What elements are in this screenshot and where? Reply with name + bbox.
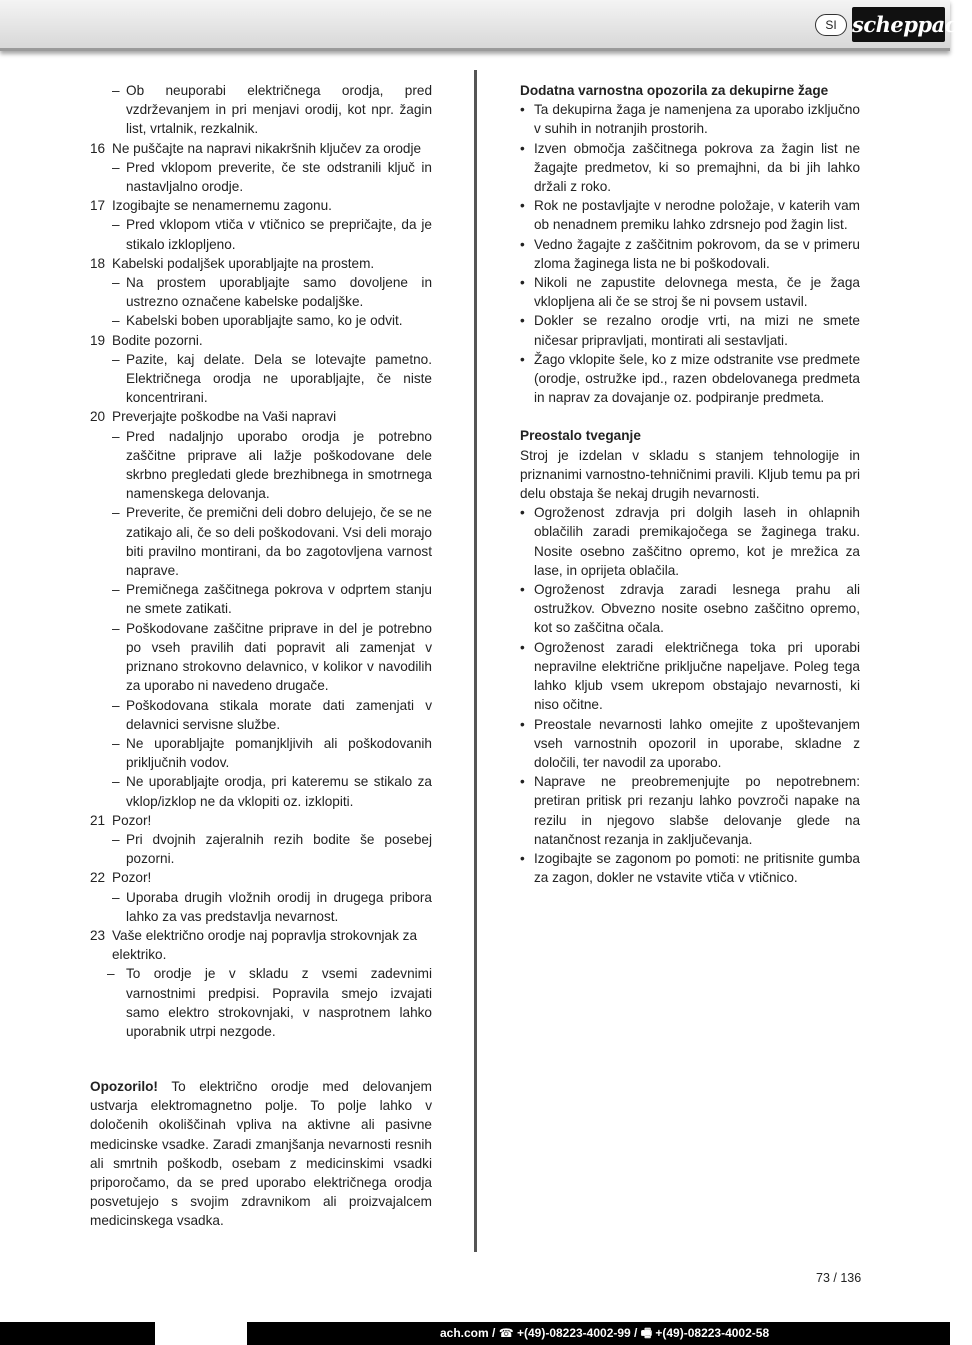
right-column — [520, 81, 860, 887]
warning-paragraph — [90, 1077, 432, 1231]
numbered-item-19: 19 Bodite pozorni. — [90, 332, 203, 348]
numbered-item-23: 23 Vaše električno orodje naj popravlja strokovnjak za elektriko. — [90, 927, 418, 963]
dash-item: – Na prostem uporabljajte samo dovoljene in ustrezno označene kabelske podaljške. — [112, 275, 432, 310]
bullet-item: • Nikoli ne zapustite delovnega mesta, če je žaga vklopljena ali če se stroj še ni povsem ustavil. — [520, 275, 860, 310]
dash-item: – Kabelski boben uporabljajte samo, ko je odvit. — [112, 313, 403, 329]
bullet-item: • Izogibajte se zagonom po pomoti: ne pritisnite gumba za zagon, dokler ne vstavite vtiča v vtičnico. — [520, 850, 860, 886]
language-badge: SI — [815, 14, 847, 36]
bullet-item: • Ogroženost zaradi električnega toka pri uporabi nepravilne električne priključne napeljave. Poleg tega lahko kljub vsem ukrepom obstajajo nevarnosti, ki niso očitne. — [520, 639, 860, 713]
dash-item: – Pred vklopom vtiča v vtičnico se prepričajte, da je stikalo izklopljeno. — [112, 217, 432, 252]
bullet-item: • Žago vklopite šele, ko z mize odstranite vse predmete (orodje, ostružke ipd., razen obdelovanega predmeta in naprav za dovajanje oz. podpiranje predmeta. — [520, 351, 860, 406]
dash-item: – Pri dvojnih zajeralnih rezih bodite še posebej pozorni. — [112, 831, 432, 867]
bullet-item: • Naprave ne preobremenjujte po nepotrebnem: pretiran pritisk pri rezanju lahko povzroči napake na rezilu in njegovo slabše delovanje glede na natančnost rezanja in zaključevanja. — [520, 774, 860, 847]
numbered-item-17: 17 Izogibajte se nenamernemu zagonu. — [90, 198, 332, 214]
bullet-item: • Ogroženost zdravja zaradi lesnega prahu ali ostružkov. Obvezno nosite osebno zaščitno opremo, kot so zaščitna očala. — [520, 582, 860, 636]
bullet-item: • Ogroženost zdravja pri dolgih laseh in ohlapnih oblačilih zaradi premikajočega se žaginega traku. Nosite osebno zaščitno opremo, kot je mrežica za lase, in oprijeta oblačila. — [520, 505, 860, 578]
dash-item: – Preverite, če premični deli dobro delujejo, če se ne zatikajo ali, če so deli poškodovani. Vsi deli morajo biti pravilno montirani, da bo zagotovljena varnost naprave. — [112, 505, 432, 579]
warning-heading: Opozorilo! — [90, 1079, 158, 1094]
numbered-item-22: 22 Pozor! — [90, 870, 152, 886]
bullet-item: • Dokler se rezalno orodje vrti, na mizi ne smete ničesar pripravljati, montirati ali sestavljati. — [520, 313, 860, 348]
numbered-item-21: 21 Pozor! — [90, 812, 152, 828]
scheppach-logo: scheppach — [852, 7, 945, 42]
dash-item: – Pred nadaljnjo uporabo orodja je potrebno zaščitne priprave ali lažje poškodovane dele skrbno pregledati glede brezhibnega in smotrnega namenskega delovanja. — [112, 428, 432, 502]
dash-item: – Premičnega zaščitnega pokrova v odprtem stanju ne smete zatikati. — [112, 582, 432, 617]
column-divider — [474, 70, 477, 1252]
dash-item: – To orodje je v skladu z vsemi zadevnimi varnostnimi predpisi. Popravila smejo izvajati samo elektro strokovnjaki, v nasprotnem lahko uporabnik utrpi nezgode. — [107, 966, 432, 1039]
dash-item: – Ob neuporabi električnega orodja, pred vzdrževanjem in pri menjavi orodij, kot npr. žagin list, vrtalnik, rezkalnik. — [112, 83, 432, 137]
bullet-item: • Rok ne postavljajte v nerodne položaje, v katerih vam ob nenadnem premiku lahko zdrsnejo pod žagin list. — [520, 198, 860, 233]
bullet-item: • Ta dekupirna žaga je namenjena za uporabo izključno v suhih in notranjih prostorih. — [520, 102, 860, 137]
header-bar — [0, 0, 972, 51]
dash-item: – Uporaba drugih vložnih orodij in drugega pribora lahko za vas predstavlja nevarnost. — [112, 889, 432, 924]
dash-item: – Ne uporabljajte pomanjkljivih ali poškodovanih priključnih vodov. — [112, 735, 432, 771]
numbered-item-20: 20 Preverjajte poškodbe na Vaši napravi — [90, 409, 337, 425]
dash-item: – Pazite, kaj delate. Dela se lotevajte pametno. Električnega orodja ne uporabljajte, če niste koncentrirani. — [112, 351, 432, 406]
warning-text: To električno orodje med delovanjem ustvarja elektromagnetno polje. To polje lahko v določenih okoliščinah vpliva na aktivne ali pasivne medicinske vsadke. Zaradi zmanjšanja nevarnosti resnih ali smrtnih poškodb, osebam z medicinskimi vsadki priporočamo, da se pred uporabo električnega orodja posvetujejo s svojim zdravnikom ali proizvajalcem medicinskega vsadka. — [90, 1079, 432, 1229]
page-number: 73 / 136 — [816, 1271, 862, 1285]
section-heading: Preostalo tveganje — [520, 428, 641, 444]
dash-item: – Poškodovana stikala morate dati zamenjati v delavnici servisne službe. — [112, 697, 432, 732]
footer-white-block — [155, 1322, 247, 1345]
footer-contact: ach.com / ☎ +(49)-08223-4002-99 / 🖷 +(49)-08223-4002-58 — [440, 1326, 770, 1340]
bullet-item: • Izven območja zaščitnega pokrova za žagin list ne žagajte predmetov, ki so premajhni, da bi jih lahko držali z roko. — [520, 140, 860, 195]
paragraph: Stroj je izdelan v skladu s stanjem tehnologije in priznanimi varnostno-tehničnimi pravili. Kljub temu pa pri delu obstaja še nekaj drugih nevarnosti. — [520, 447, 860, 502]
bullet-item: • Vedno žagajte z zaščitnim pokrovom, da se v primeru zloma žaginega lista ne bi poškodovali. — [520, 236, 860, 271]
dash-item: – Poškodovane zaščitne priprave in del je potrebno po vseh pravilih dati popravit ali zamenjat v priznano strokovno delavnico, v kolikor v navodilih za uporabo ni navedeno drugače. — [112, 620, 432, 694]
left-column — [90, 81, 432, 1041]
numbered-item-18: 18 Kabelski podaljšek uporabljajte na prostem. — [90, 255, 375, 271]
bullet-item: • Preostale nevarnosti lahko omejite z upoštevanjem vseh varnostnih opozoril in uporabe, skladne z določili, ter navodil za uporabo. — [520, 716, 860, 770]
dash-item: – Ne uporabljajte orodja, pri kateremu se stikalo za vklop/izklop ne da vklopiti oz. izklopiti. — [112, 774, 432, 809]
numbered-item-16: 16 Ne puščajte na napravi nikakršnih ključev za orodje — [90, 140, 422, 156]
section-heading: Dodatna varnostna opozorila za dekupirne žage — [520, 83, 829, 98]
dash-item: – Pred vklopom preverite, če ste odstranili ključ in nastavljalno orodje. — [112, 159, 432, 195]
